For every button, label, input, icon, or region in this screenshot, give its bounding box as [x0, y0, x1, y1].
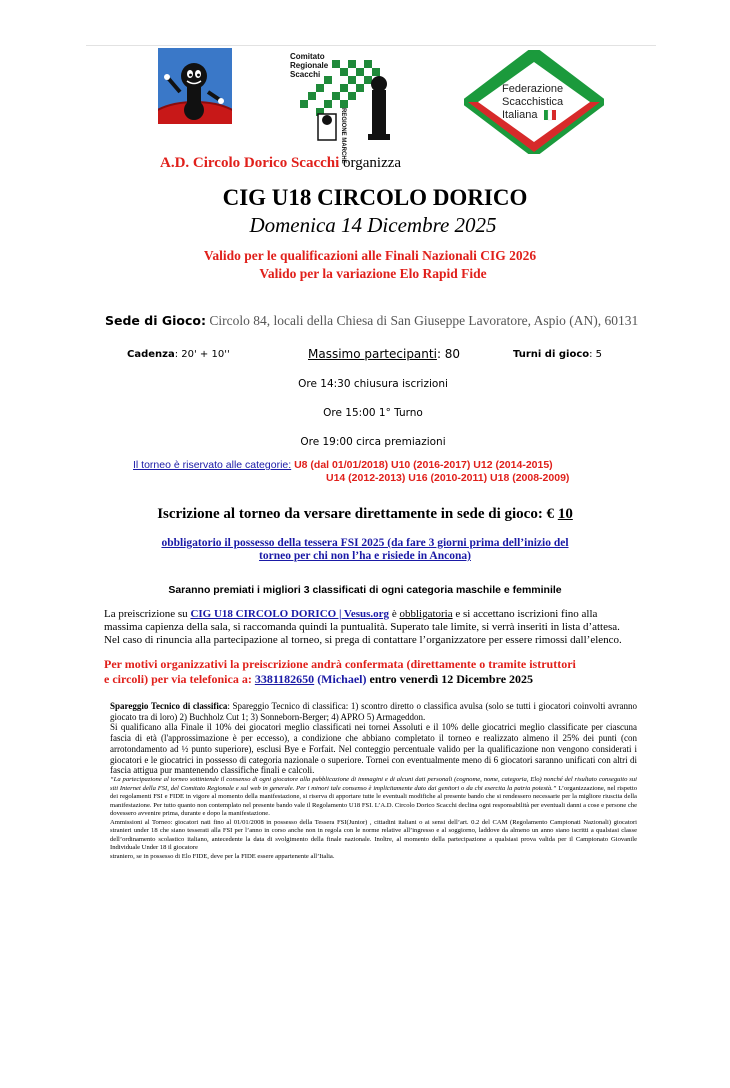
categories-line-1	[133, 459, 553, 471]
tiebreak-paragraph: Spareggio Tecnico di classifica: Spareggio Tecnico di classifica: 1) scontro diretto o classifica avulsa (solo se tutti i giocatori coinvolti avranno giocato tra di loro) 2) Buchholz Cut 1; 3) Sonneborn-Berger; 4) APRO 5) Armageddon.	[110, 701, 637, 722]
obligatory-text: obbligatoria	[399, 608, 453, 620]
federation-logo-line1: Federazione	[502, 83, 564, 95]
organizer-line	[160, 155, 401, 172]
tiebreak-label: Spareggio Tecnico di classifica	[110, 701, 228, 711]
qualification-paragraph: Si qualificano alla Finale il 10% dei giocatori meglio classificati nei tornei Assoluti e il 10% delle giocatrici meglio classificate per ciascuna fascia di età (l'approssimazione è per eccesso), a condizione che abbiano completato il torneo e realizzato almeno il 25% dei punti (con arrotondamento ad ½ punto superiore), esclusi Bye e Forfait. Nel conteggio percentuale valido per la qualificazione non vengono considerati i giocatori e le giocatrici in possesso di categoria nazionale o superiore. Tornei con eventualmente meno di 6 giocatori saranno unificati con altri di fascia attigua pur mantenendo classifiche finali e calcoli.	[110, 722, 637, 776]
schedule-item: Ore 15:00 1° Turno	[323, 407, 423, 419]
committee-logo-text: Comitato Regionale Scacchi	[290, 52, 329, 79]
schedule-item: Ore 19:00 circa premiazioni	[300, 436, 446, 448]
prizes-line: Saranno premiati i migliori 3 classificati di ogni categoria maschile e femminile	[168, 584, 562, 596]
membership-line-1: obbligatorio il possesso della tessera FSI 2025 (da fare 3 giorni prima dell’inizio del	[161, 537, 569, 549]
contact-name: (Michael)	[314, 672, 367, 686]
withdrawal-text: Nel caso di rinuncia alla partecipazione al torneo, si prega di contattare l’organizzatore per essere rimossi dall’elenco.	[104, 634, 622, 646]
fee-text: Iscrizione al torneo da versare direttamente in sede di gioco: €	[157, 506, 558, 522]
organizer-suffix: organizza	[339, 155, 402, 171]
venue-value: Circolo 84, locali della Chiesa di San Giuseppe Lavoratore, Aspio (AN), 60131	[205, 313, 639, 328]
top-rule	[86, 45, 656, 46]
organizer-name: A.D. Circolo Dorico Scacchi	[160, 155, 340, 171]
committee-logo-sideline: REGIONE MARCHE	[340, 108, 346, 164]
max-participants-value: : 80	[436, 347, 461, 361]
categories-list-1: U8 (dal 01/01/2018) U10 (2016-2017) U12 (2014-2015)	[294, 459, 553, 471]
admission-paragraph: Ammissioni al Torneo: giocatori nati fino al 01/01/2008 in possesso della Tessera FSI(Junior) , cittadini italiani o ai sensi dell’art. 0.2 del CAM (Regolamento Campionati Nazionali) giocatori stranieri under 18 che siano tesserati alla FSI per l’anno in corso anche non in regola con le norme relative all’ingresso e al soggiorno, laddove da almeno un anno siano iscritti a qualsiasi classe dell’ordinamento scolastico italiano, antecedente la data di svolgimento della finale nazionale. Inoltre, al momento della partecipazione a qualsiasi prova valida per il Campionato Giovanile Individuale Under 18 il giocatore straniero, se in possesso di Elo FIDE, deve per la FIDE essere appartenente all’Italia.	[110, 818, 637, 860]
fee-line	[0, 506, 730, 523]
venue-line	[105, 313, 638, 329]
rounds-label: Turni di gioco	[513, 349, 590, 360]
registration-paragraph: La preiscrizione su CIG U18 CIRCOLO DORICO | Vesus.org è obbligatoria e si accettano iscrizioni fino alla massima capienza della sala, si raccomanda quindi la puntualità. Superato tale limite, si verrà inseriti in lista d’attesa. Nel caso di rinuncia alla partecipazione al torneo, si prega di contattare l’organizzatore per essere rimossi dall’elenco.	[104, 608, 622, 646]
consent-paragraph: “La partecipazione al torneo sottintende il consenso di ogni giocatore alla pubblicazione di immagini e di alcuni dati personali (cognome, nome, categoria, Elo) nonché del risultato conseguito sui siti Internet della FSI, del Comitato Regionale e sul web in generale. Per i minori tale consenso è implicitamente dato dai genitori o da chi esercita la patria potestà.” L’organizzazione, nel rispetto dei regolamenti FSI e FIDE in vigore al momento della manifestazione, si riserva di apportare tutte le eventuali modifiche al presente bando che si rendessero necessarie per la migliore riuscita della manifestazione. Per tutto quanto non contemplato nel presente bando vale il Regolamento U18 FSI. L’A.D. Circolo Dorico Scacchi declina ogni responsabilità per eventuali danni a cose e persone che dovessero avvenire prima, durante e dopo la manifestazione.	[110, 775, 637, 818]
venue-label: Sede di Gioco:	[105, 313, 206, 328]
rounds-value: : 5	[589, 349, 603, 360]
rules-block	[110, 701, 637, 861]
schedule-item: Ore 14:30 chiusura iscrizioni	[298, 378, 448, 390]
max-participants	[308, 347, 460, 361]
page-title: CIG U18 CIRCOLO DORICO	[222, 185, 528, 210]
club-logo	[158, 48, 232, 124]
cadence-label: Cadenza	[127, 349, 175, 360]
cadence	[127, 349, 230, 360]
categories-label: Il torneo è riservato alle categorie:	[133, 459, 292, 471]
fee-amount: 10	[557, 506, 573, 522]
vesus-link[interactable]: CIG U18 CIRCOLO DORICO | Vesus.org	[190, 608, 390, 620]
validity-line-1: Valido per le qualificazioni alle Finali Nazionali CIG 2026	[203, 248, 537, 263]
event-date: Domenica 14 Dicembre 2025	[249, 213, 497, 237]
membership-line-2: torneo per chi non l’ha e risiede in Ancona)	[259, 550, 471, 562]
federation-logo-line2: Scacchistica	[502, 96, 564, 108]
federation-logo	[464, 50, 604, 154]
confirmation-line-1: Per motivi organizzativi la preiscrizione andrà confermata (direttamente o tramite istruttori	[104, 657, 576, 671]
deadline-text: entro venerdì 12 Dicembre 2025	[366, 672, 534, 686]
max-participants-label: Massimo partecipanti	[308, 347, 437, 361]
club-mascot-icon	[158, 48, 232, 124]
federation-logo-line3: Italiana	[502, 109, 538, 121]
validity-line-2: Valido per la variazione Elo Rapid Fide	[259, 266, 487, 281]
rounds	[513, 349, 602, 360]
confirmation-line-2: e circoli) per via telefonica a: 3381182650 (Michael) entro venerdì 12 Dicembre 2025	[104, 672, 534, 686]
cadence-value: : 20' + 10''	[174, 349, 230, 360]
phone-link[interactable]: 3381182650	[254, 672, 315, 686]
categories-list-2: U14 (2012-2013) U16 (2010-2011) U18 (2008-2009)	[326, 472, 570, 484]
